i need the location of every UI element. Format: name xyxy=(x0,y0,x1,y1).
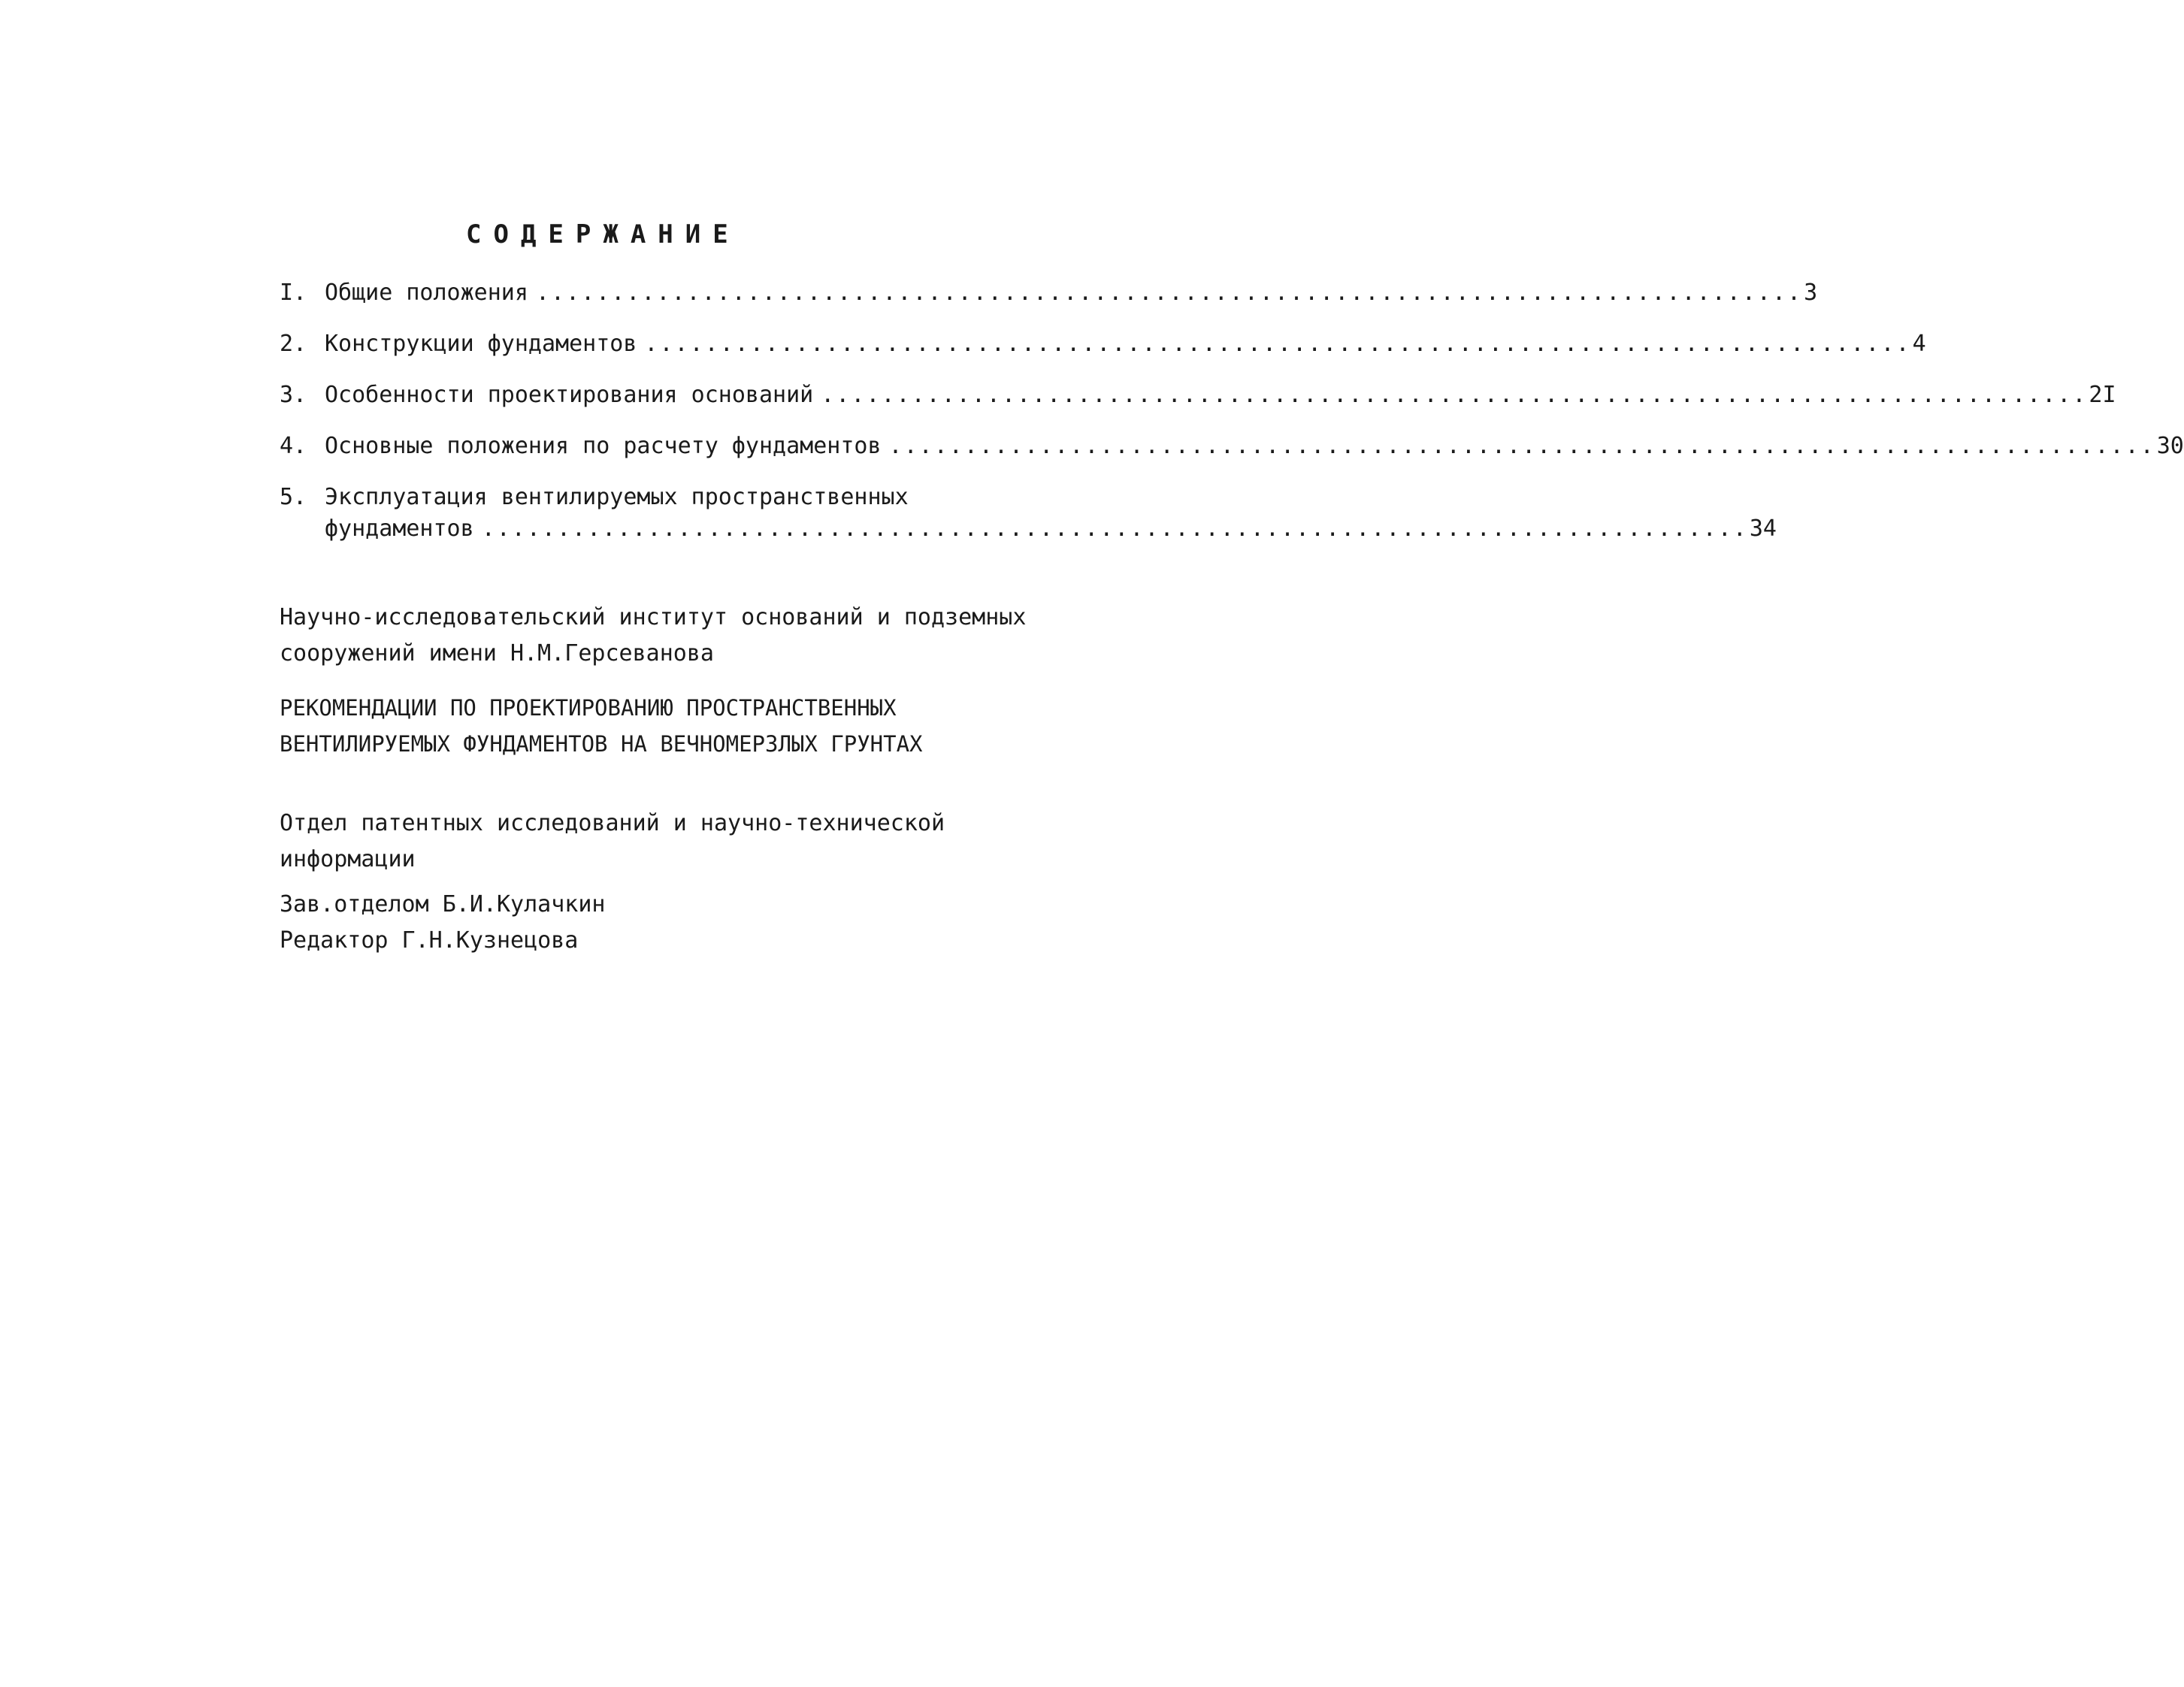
toc-entry-number: 2. xyxy=(280,331,307,357)
toc-entry-page: 2I xyxy=(2089,382,2116,408)
toc-entry-title: Особенности проектирования оснований xyxy=(325,382,814,408)
institute-line: Научно-исследовательский институт оснований и подземных xyxy=(280,604,1027,630)
department-head: Зав.отделом Б.И.Кулачкин xyxy=(280,891,606,918)
dot-leader: .................................................................................... xyxy=(535,280,1803,306)
publication-title xyxy=(280,690,1076,762)
toc-entry-page: 34 xyxy=(1749,515,1777,542)
department-name xyxy=(280,806,1076,878)
toc-entry-number: 5. xyxy=(280,484,307,510)
toc-entry xyxy=(280,280,1818,311)
toc-entry-page: 4 xyxy=(1912,331,1926,357)
table-of-contents xyxy=(280,280,2184,567)
toc-entry-number: 3. xyxy=(280,382,307,408)
department-line: информации xyxy=(280,846,416,872)
staff-credits xyxy=(280,887,1076,959)
toc-entry-title: Общие положения xyxy=(325,280,528,306)
toc-entry-title: Конструкции фундаментов xyxy=(325,331,637,357)
publication-title-line: РЕКОМЕНДАЦИИ ПО ПРОЕКТИРОВАНИЮ ПРОСТРАНСТВЕННЫХ xyxy=(280,695,897,721)
dot-leader: .................................................................................... xyxy=(644,331,1911,357)
toc-entry-title: фундаментов xyxy=(325,515,474,542)
publication-title-line: ВЕНТИЛИРУЕМЫХ ФУНДАМЕНТОВ НА ВЕЧНОМЕРЗЛЫХ ГРУНТАХ xyxy=(280,731,923,757)
dot-leader: .................................................................................... xyxy=(481,515,1748,542)
dot-leader: .................................................................................... xyxy=(821,382,2088,408)
institute-name xyxy=(280,600,1076,672)
institute-line: сооружений имени Н.М.Герсеванова xyxy=(280,640,714,667)
toc-entry xyxy=(280,484,1777,547)
department-line: Отдел патентных исследований и научно-технической xyxy=(280,810,945,836)
toc-entry-number: I. xyxy=(280,280,307,306)
toc-entry xyxy=(280,331,1926,362)
dot-leader: .................................................................................... xyxy=(888,433,2155,459)
toc-entry xyxy=(280,382,2116,413)
contents-heading: СОДЕРЖАНИЕ xyxy=(466,219,740,249)
toc-entry-title-line1: Эксплуатация вентилируемых пространственных xyxy=(325,484,909,510)
toc-entry-page: 3 xyxy=(1804,280,1818,306)
toc-entry-page: 30 xyxy=(2156,433,2184,459)
toc-entry xyxy=(280,433,2184,464)
editor: Редактор Г.Н.Кузнецова xyxy=(280,927,579,954)
toc-entry-number: 4. xyxy=(280,433,307,459)
toc-entry-title: Основные положения по расчету фундаментов xyxy=(325,433,882,459)
